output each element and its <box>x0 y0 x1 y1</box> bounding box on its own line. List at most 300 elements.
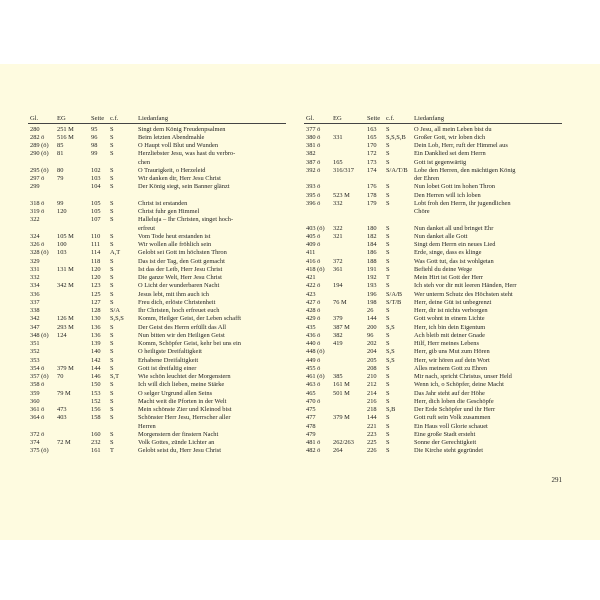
cell-seite: 104 <box>91 183 101 191</box>
cell-seite: 193 <box>367 282 377 290</box>
cell-seite: 136 <box>91 323 101 331</box>
cell-eg: 79 M <box>57 389 71 397</box>
cell-eg: 124 <box>57 331 67 339</box>
cell-eg: 361 <box>333 265 343 273</box>
cell-gl: 381 ö <box>306 142 321 149</box>
cell-cf: S <box>386 232 390 240</box>
cell-seite: 144 <box>91 364 101 372</box>
table-row <box>28 390 286 398</box>
cell-gl: 416 ö <box>306 257 321 265</box>
table-row <box>28 266 286 274</box>
table-row <box>304 307 562 315</box>
cell-seite: 158 <box>91 414 101 422</box>
cell-cf: S <box>110 381 114 389</box>
cell-eg: 322 <box>333 224 343 232</box>
cell-eg: 523 M <box>333 191 350 199</box>
table-row <box>28 324 286 332</box>
cell-eg: 126 M <box>57 315 74 323</box>
cell-title: Erde, singe, dass es klinge <box>414 249 482 257</box>
cell-seite: 196 <box>367 290 377 298</box>
cell-gl: 358 ö <box>30 381 45 389</box>
cell-cf: S <box>110 175 114 182</box>
cell-title: Nun danket alle Gott <box>414 232 468 240</box>
cell-gl: 409 ö <box>306 241 321 248</box>
cell-title: Gott ruft sein Volk zusammen <box>414 414 491 422</box>
cell-gl: 326 ö <box>30 241 45 248</box>
table-row <box>304 357 562 365</box>
table-row <box>304 398 562 406</box>
cell-title: Singt dem König Freudenpsalmen <box>138 125 226 133</box>
cell-eg: 321 <box>333 232 343 240</box>
cell-cf: S/A/B <box>386 290 402 298</box>
cell-title: Herr, wir hören auf dein Wort <box>414 356 490 364</box>
cell-title: Macht weit die Pforten in der Welt <box>138 397 227 405</box>
cell-gl: 405 ö <box>306 232 321 240</box>
cell-gl: 436 ö <box>306 331 321 339</box>
cell-cf: S <box>110 397 114 405</box>
cell-gl: 377 ö <box>306 125 321 133</box>
cell-seite: 210 <box>367 373 377 380</box>
cell-cf: S <box>110 298 114 306</box>
cell-seite: 226 <box>367 447 377 455</box>
cell-cf: S <box>386 249 390 257</box>
cell-eg: 80 <box>57 166 64 174</box>
cell-cf: S <box>386 191 390 199</box>
table-row <box>304 225 562 233</box>
cell-seite: 125 <box>91 290 101 298</box>
cell-eg: 76 M <box>333 298 347 306</box>
cell-seite: 208 <box>367 364 377 372</box>
cell-cf: S <box>386 257 390 265</box>
cell-seite: 96 <box>367 331 374 339</box>
cell-eg: 473 <box>57 406 67 413</box>
table-row <box>28 233 286 241</box>
cell-cf: S <box>386 224 390 232</box>
cell-cf: T <box>386 274 390 281</box>
cell-cf: S <box>386 414 390 422</box>
cell-seite: 198 <box>367 298 377 306</box>
cell-cf: S <box>110 216 114 224</box>
cell-seite: 144 <box>367 414 377 422</box>
cell-title: Ach bleib mit deiner Gnade <box>414 331 485 339</box>
cell-cf: S <box>110 142 114 149</box>
cell-gl: 428 ö <box>306 307 321 314</box>
cell-eg: 316/317 <box>333 166 354 174</box>
cell-gl: 448 (ö) <box>306 348 325 356</box>
cell-seite: 120 <box>91 274 101 281</box>
cell-gl: 353 <box>30 356 40 364</box>
cell-title: chen <box>138 158 151 166</box>
cell-gl: 334 <box>30 282 40 290</box>
cell-title: Was Gott tut, das ist wohlgetan <box>414 257 494 265</box>
table-row <box>304 431 562 439</box>
table-row <box>28 225 286 233</box>
cell-cf: S <box>110 356 114 364</box>
cell-cf: S <box>386 430 390 438</box>
cell-title: Ich steh vor dir mit leeren Händen, Herr <box>414 282 517 290</box>
cell-gl: 360 <box>30 397 40 405</box>
cell-gl: 396 ö <box>306 199 321 207</box>
cell-gl: 429 ö <box>306 315 321 323</box>
cell-seite: 105 <box>91 208 101 215</box>
cell-eg: 293 M <box>57 323 74 331</box>
cell-seite: 232 <box>91 439 101 446</box>
cell-title: Gelobt sei Gott im höchsten Thron <box>138 249 227 257</box>
table-row <box>304 299 562 307</box>
cell-eg: 165 <box>333 158 343 166</box>
cell-cf: S <box>386 447 390 455</box>
cell-gl: 322 <box>30 216 40 224</box>
cell-title: Wir danken dir, Herr Jesu Christ <box>138 175 221 182</box>
cell-gl: 374 <box>30 439 40 446</box>
cell-seite: 160 <box>91 430 101 438</box>
cell-cf: S <box>110 323 114 331</box>
cell-seite: 156 <box>91 406 101 413</box>
cell-cf: S <box>386 142 390 149</box>
cell-title: Chöre <box>414 208 430 215</box>
cell-gl: 352 <box>30 348 40 356</box>
cell-cf: S <box>386 373 390 380</box>
cell-gl: 347 <box>30 323 40 331</box>
cell-title: Mir nach, spricht Christus, unser Held <box>414 373 512 380</box>
cell-gl: 361 ö <box>30 406 45 413</box>
table-row <box>28 357 286 365</box>
cell-gl: 319 ö <box>30 208 45 215</box>
cell-seite: 139 <box>91 340 101 347</box>
cell-title: Gott ist gegenwärtig <box>414 158 467 166</box>
cell-seite: 142 <box>91 356 101 364</box>
cell-seite: 120 <box>91 265 101 273</box>
table-row <box>28 150 286 158</box>
cell-gl: 482 ö <box>306 447 321 455</box>
cell-cf: S/T/B <box>386 298 402 306</box>
cell-eg: 262/263 <box>333 439 354 446</box>
cell-gl: 461 (ö) <box>306 373 325 380</box>
table-row <box>304 406 562 414</box>
cell-eg: 105 M <box>57 232 74 240</box>
cell-seite: 153 <box>91 389 101 397</box>
table-row <box>28 348 286 356</box>
table-row <box>28 258 286 266</box>
cell-title: Morgenstern der finstern Nacht <box>138 430 219 438</box>
header-cf: c.f. <box>110 115 119 122</box>
cell-title: Das Jahr steht auf der Höhe <box>414 389 485 397</box>
cell-cf: S <box>110 389 114 397</box>
cell-cf: S <box>110 290 114 298</box>
cell-seite: 221 <box>367 422 377 430</box>
table-row <box>28 200 286 208</box>
cell-seite: 146 <box>91 373 101 380</box>
index-column-left <box>28 115 286 456</box>
table-row <box>304 332 562 340</box>
table-row <box>28 340 286 348</box>
cell-cf: T <box>110 447 114 455</box>
cell-seite: 128 <box>91 307 101 314</box>
cell-eg: 332 <box>333 199 343 207</box>
cell-gl: 421 <box>306 274 316 281</box>
table-row <box>28 241 286 249</box>
table-row <box>304 365 562 373</box>
table-row <box>304 249 562 257</box>
table-row <box>28 126 286 134</box>
cell-title: Wer unterm Schutz des Höchsten steht <box>414 290 513 298</box>
cell-cf: S <box>110 414 114 422</box>
cell-seite: 200 <box>367 323 377 331</box>
cell-title: Der König siegt, sein Banner glänzt <box>138 183 230 191</box>
cell-seite: 173 <box>367 158 377 166</box>
cell-cf: S <box>110 439 114 446</box>
cell-gl: 418 (ö) <box>306 265 325 273</box>
cell-seite: 107 <box>91 216 101 224</box>
cell-eg: 387 M <box>333 323 350 331</box>
cell-gl: 297 ö <box>30 175 45 182</box>
left-rows <box>28 126 286 456</box>
cell-cf: S <box>110 208 114 215</box>
cell-gl: 440 ö <box>306 340 321 347</box>
table-row <box>28 274 286 282</box>
header-seite: Seite <box>91 115 105 122</box>
cell-gl: 380 ö <box>306 133 321 141</box>
cell-seite: 114 <box>91 249 101 257</box>
cell-title: Dein Lob, Herr, ruft der Himmel aus <box>414 142 508 149</box>
cell-title: O selger Urgrund allen Seins <box>138 389 213 397</box>
cell-cf: S <box>110 183 114 191</box>
cell-eg: 81 <box>57 150 64 158</box>
cell-eg: 419 <box>333 340 343 347</box>
header-liedanfang: Liedanfang <box>414 115 445 122</box>
cell-gl: 324 <box>30 232 40 240</box>
cell-title: Gelobt seist du, Herr Jesu Christ <box>138 447 222 455</box>
cell-title: Gott wohnt in einem Lichte <box>414 315 485 323</box>
cell-cf: S,T <box>110 373 120 380</box>
table-row <box>304 266 562 274</box>
cell-cf: S <box>386 125 390 133</box>
cell-cf: S <box>110 199 114 207</box>
cell-gl: 382 <box>306 150 316 158</box>
table-row <box>304 208 562 216</box>
cell-gl: 342 <box>30 315 40 323</box>
cell-title: O heiligste Dreifaltigkeit <box>138 348 202 356</box>
cell-eg: 379 M <box>333 414 350 422</box>
cell-seite: 180 <box>367 224 377 232</box>
cell-cf: S <box>386 364 390 372</box>
table-row <box>304 216 562 224</box>
cell-title: Alles meinem Gott zu Ehren <box>414 364 488 372</box>
cell-gl: 329 <box>30 257 40 265</box>
cell-title: Die Kirche steht gegründet <box>414 447 484 455</box>
cell-eg: 251 M <box>57 125 74 133</box>
cell-title: Wenn ich, o Schöpfer, deine Macht <box>414 381 504 389</box>
cell-eg: 331 <box>333 133 343 141</box>
cell-title: Hilf, Herr meines Lebens <box>414 340 479 347</box>
header-eg: EG <box>333 115 342 122</box>
right-rows <box>304 126 562 456</box>
cell-title: Erhabene Dreifaltigkeit <box>138 356 199 364</box>
header-gl: Gl. <box>306 115 315 122</box>
cell-gl: 331 <box>30 265 40 273</box>
cell-gl: 455 ö <box>306 364 321 372</box>
cell-seite: 214 <box>367 389 377 397</box>
table-row <box>28 175 286 183</box>
cell-gl: 282 ö <box>30 133 45 141</box>
cell-gl: 348 (ö) <box>30 331 49 339</box>
cell-cf: S <box>110 265 114 273</box>
table-row <box>304 126 562 134</box>
cell-gl: 364 ö <box>30 414 45 422</box>
cell-seite: 225 <box>367 439 377 446</box>
cell-gl: 332 <box>30 274 40 281</box>
cell-title: Das ist der Tag, den Gott gemacht <box>138 257 225 265</box>
cell-cf: S <box>110 241 114 248</box>
cell-cf: S <box>110 274 114 281</box>
cell-cf: S <box>110 348 114 356</box>
table-row <box>304 274 562 282</box>
cell-gl: 289 (ö) <box>30 142 49 149</box>
cell-cf: S <box>386 389 390 397</box>
cell-cf: S <box>386 397 390 405</box>
table-row <box>28 332 286 340</box>
header-seite: Seite <box>367 115 381 122</box>
cell-title: Wir wollen alle fröhlich sein <box>138 241 212 248</box>
cell-cf: S,S <box>386 323 395 331</box>
cell-cf: S,S,S <box>110 315 124 323</box>
cell-cf: S <box>386 422 390 430</box>
cell-title: Nun danket all und bringet Ehr <box>414 224 494 232</box>
table-row <box>304 324 562 332</box>
cell-title: O Jesu, all mein Leben bist du <box>414 125 492 133</box>
cell-eg: 385 <box>333 373 343 380</box>
cell-gl: 403 (ö) <box>306 224 325 232</box>
cell-title: Befiehl du deine Wege <box>414 265 473 273</box>
cell-seite: 161 <box>91 447 101 455</box>
cell-gl: 387 ö <box>306 158 321 166</box>
cell-seite: 192 <box>367 274 377 281</box>
cell-cf: A,T <box>110 249 121 257</box>
table-row <box>304 282 562 290</box>
table-row <box>304 315 562 323</box>
cell-gl: 354 ö <box>30 364 45 372</box>
cell-gl: 427 ö <box>306 298 321 306</box>
table-row <box>304 200 562 208</box>
cell-seite: 140 <box>91 348 101 356</box>
cell-title: Mein schönste Zier und Kleinod bist <box>138 406 232 413</box>
cell-title: Vom Tode heut erstanden ist <box>138 232 211 240</box>
table-row <box>28 423 286 431</box>
cell-gl: 338 <box>30 307 40 314</box>
table-row <box>28 381 286 389</box>
header-liedanfang: Liedanfang <box>138 115 169 122</box>
cell-title: O Haupt voll Blut und Wunden <box>138 142 219 149</box>
cell-title: Singt dem Herrn ein neues Lied <box>414 241 496 248</box>
cell-eg: 516 M <box>57 133 74 141</box>
cell-cf: S <box>110 430 114 438</box>
table-row <box>304 447 562 455</box>
cell-gl: 328 (ö) <box>30 249 49 257</box>
cell-title: Der Erde Schöpfer und ihr Herr <box>414 406 496 413</box>
cell-seite: 188 <box>367 257 377 265</box>
cell-seite: 182 <box>367 232 377 240</box>
cell-title: Jesus lebt, mit ihm auch ich <box>138 290 209 298</box>
cell-gl: 299 <box>30 183 40 191</box>
cell-seite: 26 <box>367 307 374 314</box>
cell-eg: 70 <box>57 373 64 380</box>
cell-eg: 342 M <box>57 282 74 290</box>
cell-gl: 422 ö <box>306 282 321 290</box>
cell-seite: 172 <box>367 150 377 158</box>
cell-title: Halleluja – Ihr Christen, singet hoch- <box>138 216 234 224</box>
cell-seite: 174 <box>367 166 377 174</box>
cell-title: Ich will dich lieben, meine Stärke <box>138 381 225 389</box>
table-row <box>304 258 562 266</box>
cell-seite: 184 <box>367 241 377 248</box>
cell-title: Ihr Christen, hoch erfreuet euch <box>138 307 220 314</box>
cell-eg: 379 M <box>57 364 74 372</box>
cell-cf: S/A <box>110 307 120 314</box>
table-row <box>28 282 286 290</box>
cell-title: O Traurigkeit, o Herzeleid <box>138 166 206 174</box>
cell-cf: S <box>110 257 114 265</box>
cell-seite: 204 <box>367 348 377 356</box>
cell-gl: 295 (ö) <box>30 166 49 174</box>
column-header <box>28 115 286 124</box>
cell-cf: S <box>386 282 390 290</box>
table-row <box>304 159 562 167</box>
cell-eg: 85 <box>57 142 64 149</box>
cell-cf: S <box>110 125 114 133</box>
cell-gl: 357 (ö) <box>30 373 49 380</box>
cell-eg: 372 <box>333 257 343 265</box>
cell-seite: 191 <box>367 265 377 273</box>
cell-cf: S <box>110 150 114 158</box>
cell-title: Großer Gott, wir loben dich <box>414 133 486 141</box>
cell-gl: 280 <box>30 125 40 133</box>
table-row <box>28 208 286 216</box>
table-row <box>28 439 286 447</box>
table-row <box>304 142 562 150</box>
cell-seite: 152 <box>91 397 101 405</box>
table-row <box>28 216 286 224</box>
cell-seite: 176 <box>367 183 377 191</box>
cell-gl: 478 <box>306 422 316 430</box>
table-row <box>304 167 562 175</box>
cell-seite: 150 <box>91 381 101 389</box>
cell-seite: 179 <box>367 199 377 207</box>
table-row <box>304 348 562 356</box>
cell-eg: 264 <box>333 447 343 455</box>
cell-gl: 395 ö <box>306 191 321 199</box>
cell-gl: 479 <box>306 430 316 438</box>
table-row <box>28 373 286 381</box>
cell-title: Schönster Herr Jesu, Herrscher aller <box>138 414 231 422</box>
cell-title: Volk Gottes, zünde Lichter an <box>138 439 215 446</box>
table-row <box>28 431 286 439</box>
cell-title: Wie schön leuchtet der Morgenstern <box>138 373 231 380</box>
cell-cf: S <box>386 150 390 158</box>
table-row <box>28 142 286 150</box>
cell-seite: 105 <box>91 199 101 207</box>
cell-eg: 382 <box>333 331 343 339</box>
cell-cf: S/A/T/B <box>386 166 408 174</box>
cell-title: Herr, dich loben die Geschöpfe <box>414 397 494 405</box>
cell-title: Herr, deine Güt ist unbegrenzt <box>414 298 492 306</box>
table-row <box>28 447 286 455</box>
table-row <box>28 315 286 323</box>
cell-cf: S <box>386 315 390 323</box>
table-row <box>304 390 562 398</box>
cell-gl: 435 <box>306 323 316 331</box>
cell-seite: 202 <box>367 340 377 347</box>
cell-cf: S,S,S,B <box>386 133 406 141</box>
